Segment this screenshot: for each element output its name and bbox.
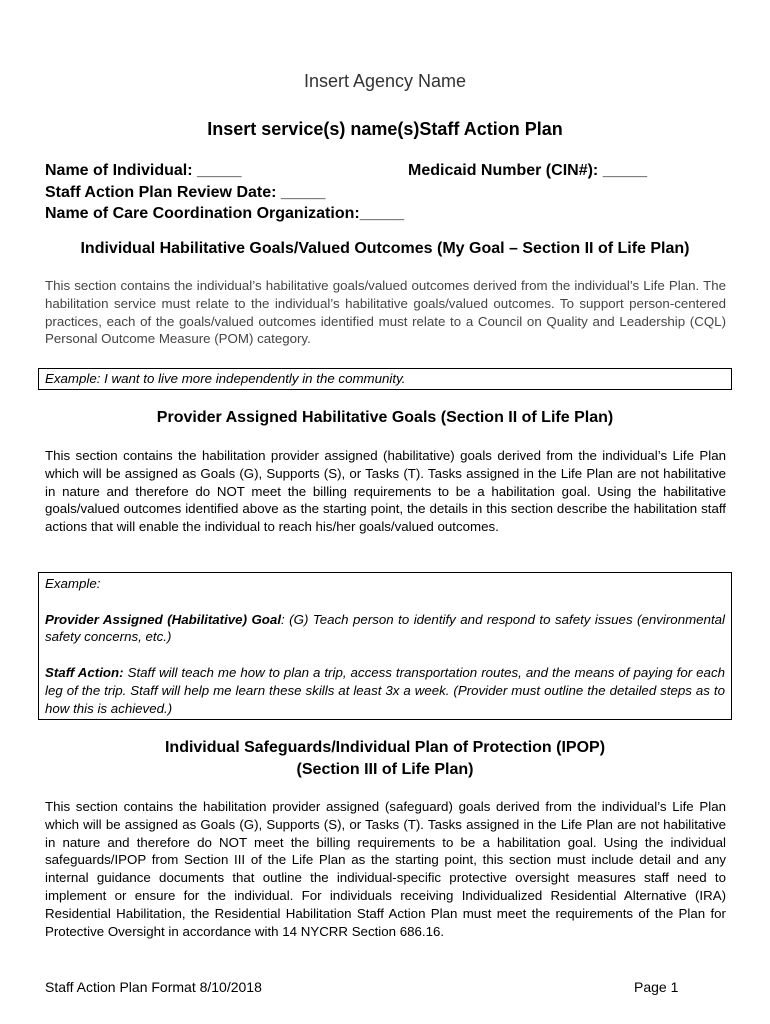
example-label: Example: [45,576,101,591]
section3-heading-line1: Individual Safeguards/Individual Plan of Protection (IPOP) [164,739,606,756]
agency-name: Insert Agency Name [303,71,467,91]
provider-goal-paragraph [45,611,725,647]
name-of-individual-field: Name of Individual: _____ [45,162,242,179]
review-date-field: Staff Action Plan Review Date: _____ [45,183,326,201]
staff-action-text: Staff will teach me how to plan a trip, access transportation routes, and the means of paying for each leg of the trip. Staff will help me learn these skills at least 3x a week. (Provider must outline the detailed steps as to how this is achieved.) [45,664,725,716]
section3-body: This section contains the habilitation provider assigned (safeguard) goals derived from the individual’s Life Plan which will be assigned as Goals (G), Supports (S), or Tasks (T). Tasks assigned in the Life Plan are not habilitative in nature and therefore do NOT meet the billing requirements to be a habilitation goal. Using the individual safeguards/IPOP from Section III of the Life Plan as the starting point, this section must include detail and any internal guidance documents that outline the individual-specific protective oversight measures staff need to implement or ensure for the individual. For individuals receiving Individualized Residential Alternative (IRA) Residential Habilitation, the Residential Habilitation Staff Action Plan must meet the requirements of the Plan for Protective Oversight in accordance with 14 NYCRR Section 686.16. [45,799,726,939]
example-box-1 [38,368,732,390]
staff-action-paragraph [45,664,725,717]
care-coordination-field: Name of Care Coordination Organization:_____ [45,205,405,222]
section3-heading-line2: (Section III of Life Plan) [296,761,474,778]
medicaid-number-field: Medicaid Number (CIN#): _____ [408,162,648,179]
footer-format: Staff Action Plan Format 8/10/2018 [45,979,262,995]
section1-body: This section contains the individual’s habilitative goals/valued outcomes derived from the individual’s Life Plan. The habilitation service must relate to the individual’s habilitative goals/valued outcomes. To support person-centered practices, each of the goals/valued outcomes identified must relate to a Council on Quality and Leadership (CQL) Personal Outcome Measure (POM) category. [45,278,726,347]
section2-heading: Provider Assigned Habilitative Goals (Section II of Life Plan) [156,409,614,426]
provider-goal-text: : (G) Teach person to identify and respond to safety issues (environmental safety concerns, etc.) [45,611,725,645]
provider-goal-label: Provider Assigned (Habilitative) Goal [45,611,282,627]
section1-heading: Individual Habilitative Goals/Valued Outcomes (My Goal – Section II of Life Plan) [80,240,690,257]
staff-action-label: Staff Action: [45,664,124,680]
header-fields [45,160,735,225]
document-title: Insert service(s) name(s)Staff Action Plan [207,119,563,139]
section2-body: This section contains the habilitation provider assigned (habilitative) goals derived from the individual’s Life Plan which will be assigned as Goals (G), Supports (S), or Tasks (T). Tasks assigned in the Life Plan are not habilitative in nature and therefore do NOT meet the billing requirements to be a habilitation goal. Using the habilitative goals/valued outcomes identified above as the starting point, the details in this section describe the habilitation staff actions that will enable the individual to reach his/her goals/valued outcomes. [45,448,726,535]
example-box-2 [38,572,732,720]
example-text-1: Example: I want to live more independently in the community. [45,371,406,386]
page-number: Page 1 [634,979,679,995]
